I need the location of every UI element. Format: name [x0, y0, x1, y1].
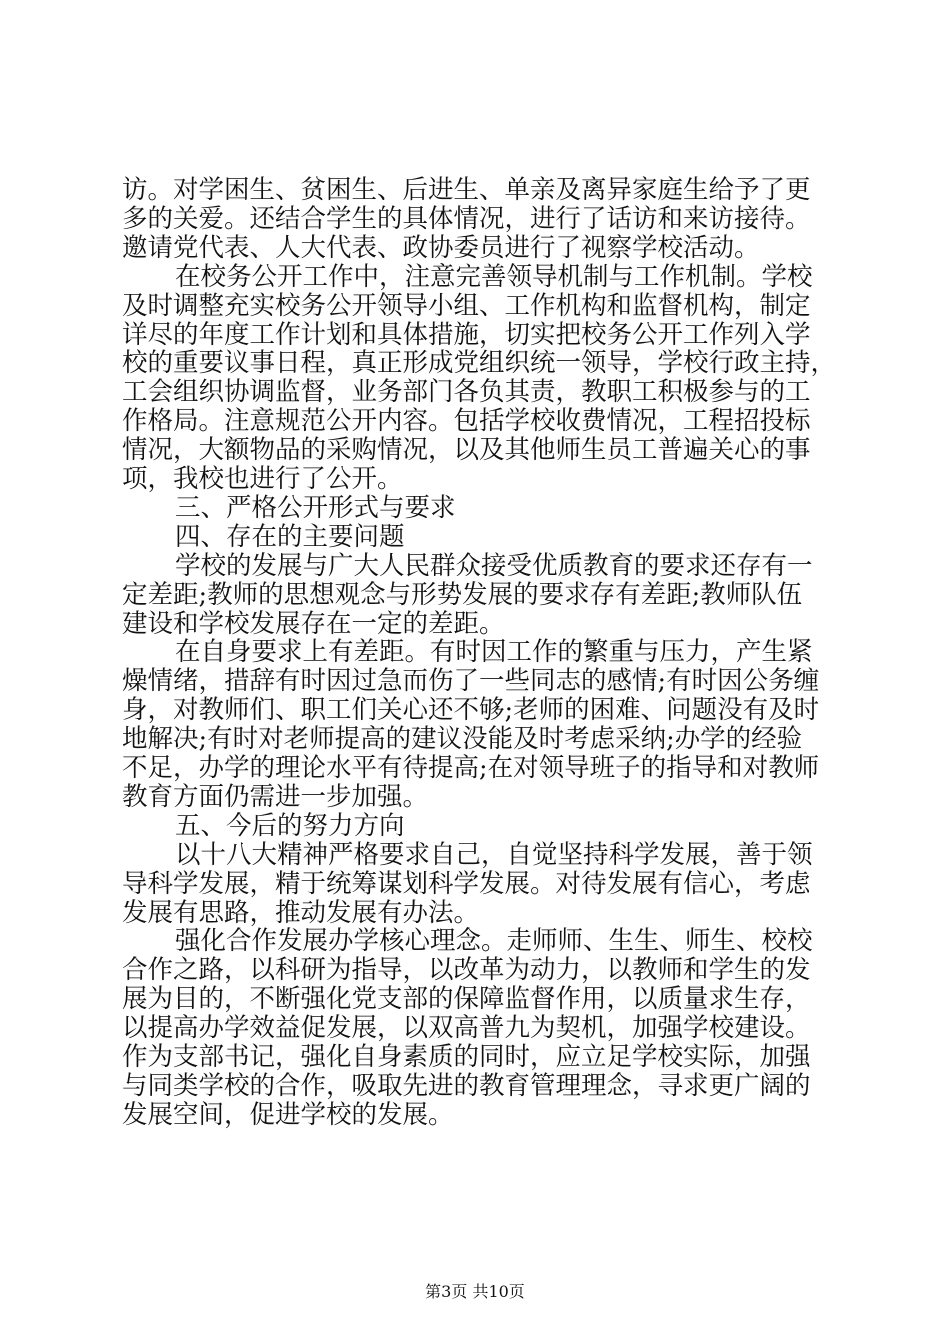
text-line: 作为支部书记，强化自身素质的同时，应立足学校实际，加强	[122, 1042, 811, 1072]
text-line: 项，我校也进行了公开。	[122, 464, 403, 494]
text-line: 与同类学校的合作，吸取先进的教育管理理念，寻求更广阔的	[122, 1070, 811, 1101]
text-line: 定差距;教师的思想观念与形势发展的要求存有差距;教师队伍	[122, 579, 803, 610]
text-line: 地解决;有时对老师提高的建议没能及时考虑采纳;办学的经验	[122, 724, 803, 755]
text-line: 导科学发展，精于统筹谋划科学发展。对待发展有信心，考虑	[122, 868, 811, 899]
text-line: 详尽的年度工作计划和具体措施，切实把校务公开工作列入学	[122, 319, 811, 350]
text-line: 在校务公开工作中，注意完善领导机制与工作机制。学校	[175, 261, 813, 292]
text-line: 发展有思路，推动发展有办法。	[122, 897, 480, 928]
text-line: 学校的发展与广大人民群众接受优质教育的要求还存有一	[175, 550, 813, 581]
text-line: 及时调整充实校务公开领导小组、工作机构和监督机构，制定	[122, 290, 811, 321]
text-line: 以十八大精神严格要求自己，自觉坚持科学发展，善于领	[175, 839, 813, 870]
text-line: 多的关爱。还结合学生的具体情况，进行了话访和来访接待。	[122, 203, 811, 234]
text-line: 燥情绪，措辞有时因过急而伤了一些同志的感情;有时因公务缠	[122, 666, 820, 697]
text-line: 合作之路，以科研为指导，以改革为动力，以教师和学生的发	[122, 955, 811, 986]
text-line: 在自身要求上有差距。有时因工作的繁重与压力，产生紧	[175, 637, 813, 668]
text-line: 展为目的，不断强化党支部的保障监督作用，以质量求生存，	[122, 984, 811, 1015]
text-line: 教育方面仍需进一步加强。	[122, 781, 429, 812]
text-line: 不足，办学的理论水平有待提高;在对领导班子的指导和对教师	[122, 753, 820, 783]
section-heading: 三、严格公开形式与要求	[175, 492, 456, 523]
text-line: 建设和学校发展存在一定的差距。	[122, 608, 505, 639]
text-line: 身，对教师们、职工们关心还不够;老师的困难、问题没有及时	[122, 695, 820, 726]
text-line: 以提高办学效益促发展，以双高普九为契机，加强学校建设。	[122, 1013, 811, 1044]
text-line: 校的重要议事日程，真正形成党组织统一领导，学校行政主持，	[122, 348, 837, 379]
section-heading: 五、今后的努力方向	[175, 810, 405, 841]
section-heading: 四、存在的主要问题	[175, 521, 405, 552]
text-line: 情况，大额物品的采购情况，以及其他师生员工普遍关心的事	[122, 435, 811, 466]
text-line: 工会组织协调监督，业务部门各负其责，教职工积极参与的工	[122, 377, 811, 408]
text-line: 强化合作发展办学核心理念。走师师、生生、师生、校校	[175, 926, 813, 957]
text-line: 邀请党代表、人大代表、政协委员进行了视察学校活动。	[122, 232, 760, 263]
text-line: 作格局。注意规范公开内容。包括学校收费情况，工程招投标	[122, 406, 811, 437]
page-number-footer: 第3页 共10页	[425, 1282, 525, 1301]
text-line: 发展空间，促进学校的发展。	[122, 1099, 454, 1130]
text-line: 访。对学困生、贫困生、后进生、单亲及离异家庭生给予了更	[122, 175, 811, 205]
